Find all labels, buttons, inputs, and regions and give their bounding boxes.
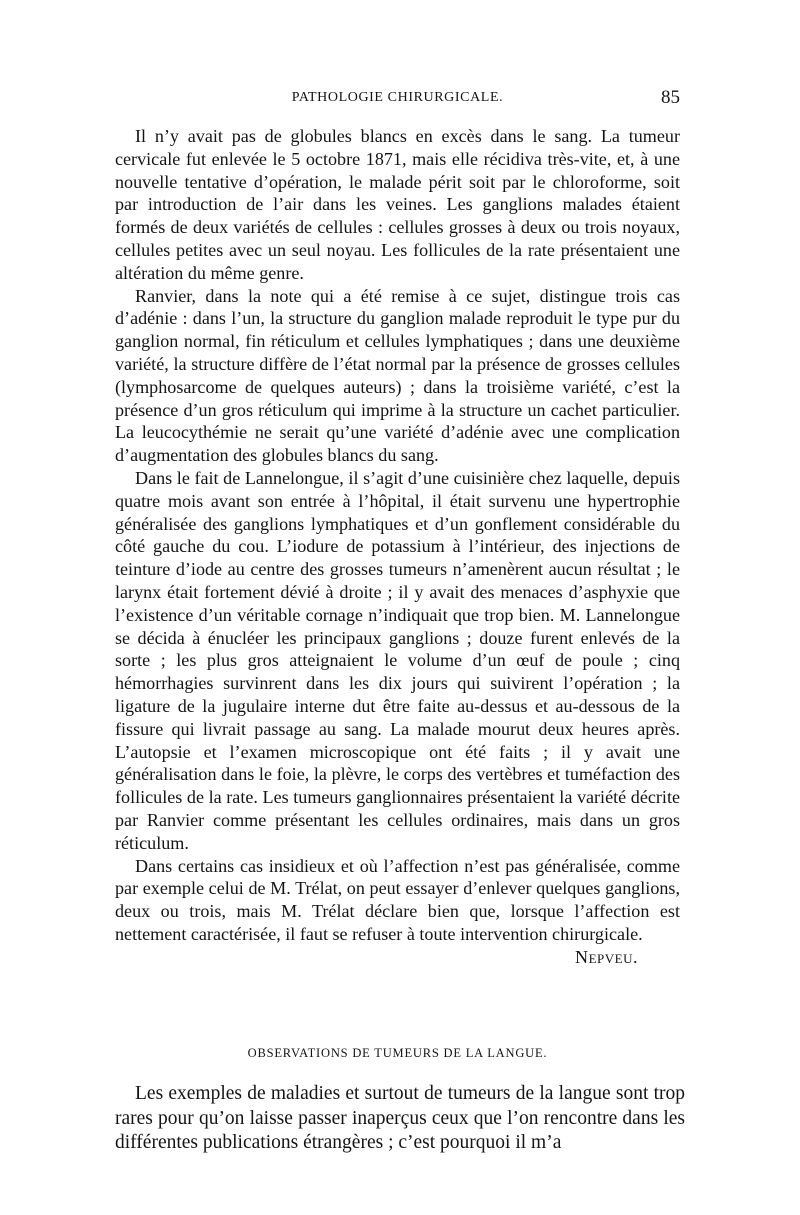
author-signature: Nepveu.: [575, 946, 638, 967]
paragraph-trelat-text: Dans certains cas insidieux et où l’affection n’est pas généralisée, comme par exemple celui de M. Trélat, on peut essayer d’enlever quelques ganglions, deux ou trois, mais M. Trélat déclare bien que, lorsque l’affection est nettement caractérisée, il faut se refuser à toute intervention chirurgicale.: [115, 855, 680, 944]
paragraph-ranvier: Ranvier, dans la note qui a été remise à ce sujet, distingue trois cas d’adénie : dans l’un, la structure du ganglion malade reproduit le type pur du ganglion normal, fin réticulum et cellules lymphatiques ; dans une deuxième variété, la structure diffère de l’état normal par la présence de grosses cellules (lymphosarcome de quelques auteurs) ; dans la troisième variété, c’est la présence d’un gros réticulum qui imprime à la structure un cachet particulier. La leucocythémie ne serait qu’une variété d’adénie avec une complication d’augmentation des globules blancs du sang.: [115, 285, 680, 466]
paragraph-lannelongue: Dans le fait de Lannelongue, il s’agit d’une cuisinière chez laquelle, depuis quatre mois avant son entrée à l’hôpital, il était survenu une hypertrophie généralisée des ganglions lymphatiques et d’un gonflement considérable du côté gauche du cou. L’iodure de potassium à l’intérieur, des injections de teinture d’iode au centre des grosses tumeurs n’amenèrent aucun résultat ; le larynx était fortement dévié à droite ; il y avait des menaces d’asphyxie que l’existence d’un véritable cornage n’indiquait que trop bien. M. Lannelongue se décida à énucléer les principaux ganglions ; douze furent enlevés de la sorte ; les plus gros atteignaient le volume d’un œuf de poule ; cinq hémorrhagies survinrent dans les dix jours qui suivirent l’opération ; la ligature de la jugulaire interne dut être faite au-dessus et au-dessous de la fissure qui livrait passage au sang. La malade mourut deux heures après. L’autopsie et l’examen microscopique ont été faits ; il y avait une généralisation dans le foie, la plèvre, le corps des vertèbres et tuméfaction des follicules de la rate. Les tumeurs ganglionnaires présentaient la variété décrite par Ranvier comme présentant les cellules ordinaires, mais dans un gros réticulum.: [115, 467, 680, 853]
paragraph-langue: Les exemples de maladies et surtout de tumeurs de la langue sont trop rares pour qu’on laisse passer inaperçus ceux que l’on rencontre dans les différentes publications étrangères ; c’est pourquoi il m’a: [115, 1083, 685, 1153]
paragraph-globules: Il n’y avait pas de globules blancs en excès dans le sang. La tumeur cervicale fut enlevée le 5 octobre 1871, mais elle récidiva très-vite, et, à une nouvelle tentative d’opération, le malade périt soit par le chloroforme, soit par introduction de l’air dans les veines. Les ganglions malades étaient formés de deux variétés de cellules : cellules grosses à deux ou trois noyaux, cellules petites avec un seul noyau. Les follicules de la rate présentaient une altération du même genre.: [115, 126, 680, 283]
paragraph-trelat: [115, 855, 680, 967]
page-number: 85: [661, 87, 680, 108]
running-title: PATHOLOGIE CHIRURGICALE.: [291, 90, 504, 105]
running-head: [115, 87, 680, 114]
section-heading: OBSERVATIONS DE TUMEURS DE LA LANGUE.: [247, 1046, 548, 1060]
article-body: [115, 125, 680, 968]
section-body: [115, 1082, 685, 1156]
